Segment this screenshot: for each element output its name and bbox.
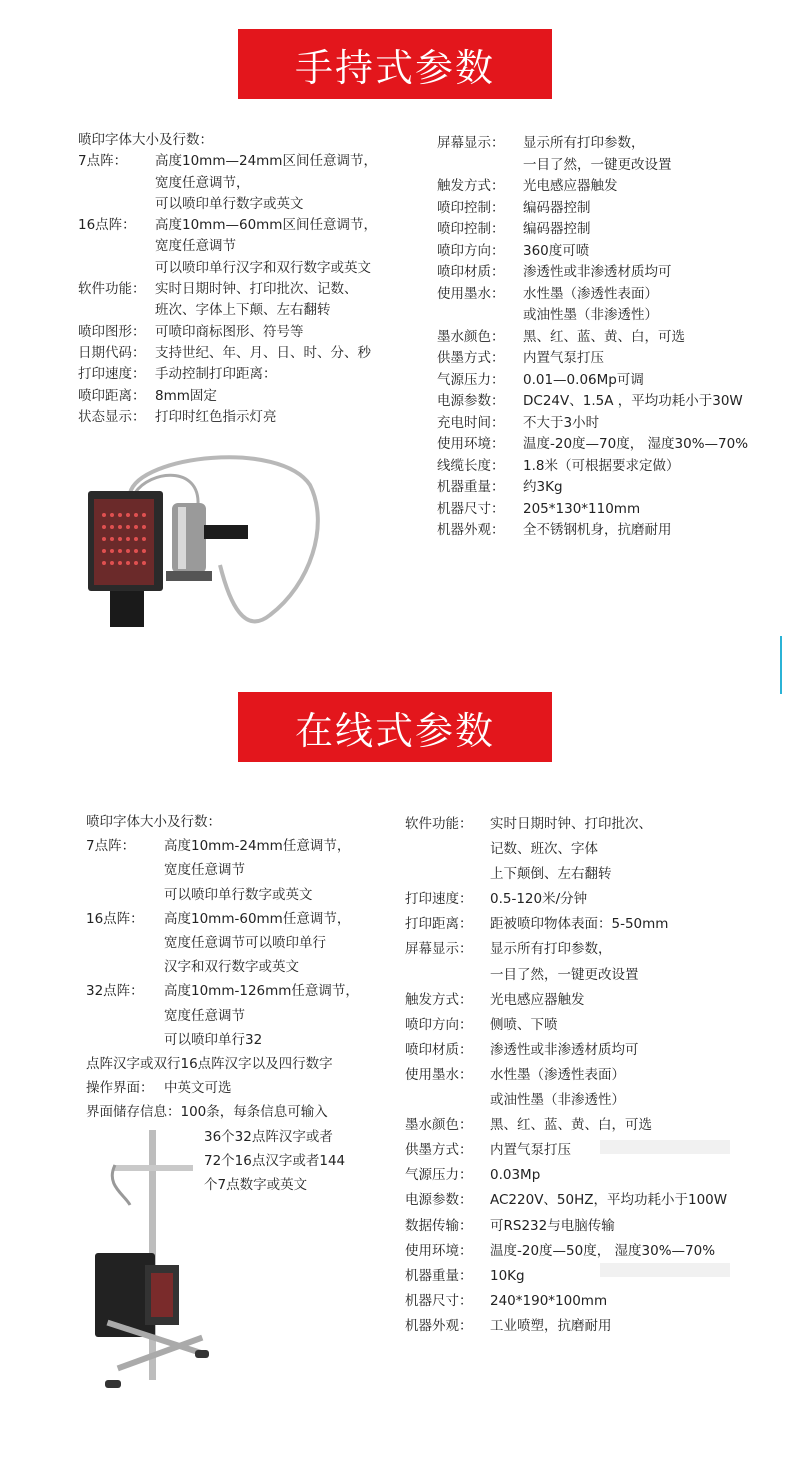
spec-row: [86, 1028, 359, 1052]
spec-indent: [86, 931, 164, 955]
spec-row: [437, 413, 748, 435]
spec-indent: [405, 963, 490, 988]
spec-row: [437, 499, 748, 521]
spec-label: 喷印控制：: [437, 199, 505, 216]
spec-indent: [86, 1028, 164, 1052]
spec-indent: [405, 837, 490, 862]
spec-value: 可以喷印单行汉字和双行数字或英文: [155, 259, 371, 276]
spec-value: 距被喷印物体表面：5-50mm: [490, 916, 669, 933]
spec-heading: 点阵汉字或双行16点阵汉字以及四行数字: [86, 1056, 333, 1073]
inline-title-banner: [238, 692, 552, 762]
spec-row: [405, 1088, 727, 1113]
spec-label: 电源参数：: [405, 1192, 473, 1209]
spec-row: [437, 434, 748, 456]
spec-row: [405, 1314, 727, 1339]
inline-title: 在线式参数: [294, 708, 495, 753]
spec-label: 软件功能：: [405, 816, 473, 832]
spec-label: 触发方式：: [405, 991, 473, 1008]
spec-row: [78, 236, 377, 257]
accent-line: [780, 636, 782, 694]
spec-row: [437, 284, 748, 306]
spec-row: [437, 520, 748, 542]
spec-label: 触发方式：: [437, 178, 505, 194]
spec-indent: [78, 300, 155, 321]
spec-label: 喷印材质：: [405, 1041, 473, 1058]
spec-row: [405, 937, 727, 962]
spec-value: 水性墨（渗透性表面）: [490, 1066, 625, 1083]
handheld-left-specs: [78, 130, 377, 428]
spec-row: [86, 979, 359, 1003]
spec-value: 光电感应器触发: [490, 991, 585, 1008]
spec-row: [405, 1113, 727, 1138]
spec-label: 喷印控制：: [437, 221, 505, 237]
spec-label: 喷印方向：: [437, 242, 505, 259]
spec-row: [86, 1004, 359, 1028]
spec-label: 使用墨水：: [405, 1066, 473, 1083]
spec-row: [405, 912, 727, 937]
spec-heading: 喷印字体大小及行数：: [78, 132, 213, 148]
spec-value: 实时日期时钟、打印批次、记数、: [155, 281, 358, 298]
spec-value: 36个32点阵汉字或者: [204, 1128, 333, 1145]
spec-indent: [405, 862, 490, 887]
spec-label: 16点阵：: [78, 217, 136, 234]
spec-label: 供墨方式：: [437, 350, 505, 366]
spec-value: 渗透性或非渗透材质均可: [490, 1041, 639, 1058]
spec-value: 宽度任意调节: [164, 862, 245, 879]
spec-row: [78, 364, 377, 385]
spec-row: [405, 1063, 727, 1088]
spec-row: [437, 370, 748, 392]
spec-value: 约3Kg: [523, 479, 563, 495]
spec-value: 高度10mm-24mm任意调节，: [164, 838, 351, 855]
spec-value: 100条，每条信息可输入: [180, 1104, 328, 1121]
spec-label: 气源压力：: [405, 1167, 473, 1184]
spec-value: 显示所有打印参数，: [490, 941, 612, 958]
spec-value: 宽度任意调节: [164, 1007, 245, 1024]
spec-value: 高度10mm-126mm任意调节，: [164, 983, 359, 1000]
spec-indent: [437, 155, 523, 177]
spec-indent: [86, 955, 164, 979]
spec-value: 240*190*100mm: [490, 1292, 608, 1309]
spec-label: 喷印距离：: [78, 387, 146, 404]
spec-value: 0.03Mp: [490, 1167, 541, 1184]
spec-row: [437, 241, 748, 263]
spec-value: 编码器控制: [523, 199, 591, 216]
spec-label: 7点阵：: [78, 153, 128, 170]
spec-row: [86, 1100, 359, 1124]
spec-row: [78, 322, 377, 343]
spec-row: [405, 963, 727, 988]
spec-value: 内置气泵打压: [490, 1142, 571, 1159]
spec-label: 机器外观：: [437, 522, 505, 538]
spec-row: [78, 386, 377, 407]
spec-label: 16点阵：: [86, 910, 144, 927]
spec-value: 0.01—0.06Mp可调: [523, 371, 644, 388]
spec-row: [86, 858, 359, 882]
spec-row: [78, 194, 377, 215]
background-stripe: [600, 1140, 730, 1154]
spec-value: 全不锈钢机身，抗磨耐用: [523, 522, 672, 538]
spec-label: 墨水颜色：: [405, 1117, 473, 1134]
spec-row: [86, 955, 359, 979]
inline-right-specs: [405, 812, 727, 1339]
spec-row: [78, 258, 377, 279]
spec-indent: [78, 258, 155, 279]
spec-row: [437, 391, 748, 413]
spec-row: [86, 834, 359, 858]
spec-value: 不大于3小时: [523, 414, 600, 431]
spec-label: 使用墨水：: [437, 285, 505, 302]
spec-value: AC220V、50HZ，平均功耗小于100W: [490, 1192, 728, 1209]
spec-row: [86, 931, 359, 955]
spec-value: 中英文可选: [164, 1080, 232, 1097]
spec-label: 使用环境：: [437, 436, 505, 452]
spec-row: [405, 1163, 727, 1188]
spec-row: [437, 155, 748, 177]
spec-value: 或油性墨（非渗透性）: [523, 307, 658, 323]
spec-label: 状态显示：: [78, 408, 146, 425]
handheld-title: 手持式参数: [294, 45, 495, 90]
spec-label: 打印速度：: [78, 366, 146, 383]
spec-value: 渗透性或非渗透材质均可: [523, 264, 672, 280]
spec-label: 日期代码：: [78, 344, 146, 361]
spec-value: 可以喷印单行数字或英文: [155, 195, 304, 212]
spec-label: 气源压力：: [437, 371, 505, 388]
spec-row: [437, 305, 748, 327]
spec-row: [405, 837, 727, 862]
spec-value: 360度可喷: [523, 242, 590, 259]
spec-indent: [78, 173, 155, 194]
spec-value: 记数、班次、字体: [490, 841, 598, 858]
spec-value: 10Kg: [490, 1267, 525, 1284]
spec-indent: [86, 883, 164, 907]
spec-indent: [86, 1004, 164, 1028]
spec-row: [78, 407, 377, 428]
spec-row: [78, 279, 377, 300]
spec-value: 或油性墨（非渗透性）: [490, 1092, 625, 1109]
inline-printer-image: [85, 1125, 225, 1395]
spec-row: [78, 151, 377, 172]
spec-indent: [437, 305, 523, 327]
spec-value: 黑、红、蓝、黄、白，可选: [523, 328, 685, 345]
spec-value: 上下颠倒、左右翻转: [490, 866, 612, 883]
spec-label: 充电时间：: [437, 414, 505, 431]
spec-indent: [78, 194, 155, 215]
spec-row: [78, 300, 377, 321]
spec-label: 7点阵：: [86, 838, 136, 855]
spec-value: 0.5-120米/分钟: [490, 891, 588, 908]
spec-value: 高度10mm-60mm任意调节，: [164, 910, 351, 927]
spec-value: 可以喷印单行32: [164, 1031, 263, 1048]
spec-indent: [86, 858, 164, 882]
spec-value: 温度-20度—50度， 湿度30%—70%: [490, 1242, 716, 1259]
spec-value: 编码器控制: [523, 221, 591, 237]
handheld-title-banner: [238, 29, 552, 99]
spec-value: 高度10mm—24mm区间任意调节，: [155, 153, 377, 170]
handheld-printer-image: [80, 445, 330, 635]
spec-value: 1.8米（可根据要求定做）: [523, 457, 680, 474]
spec-label: 机器重量：: [437, 479, 505, 495]
spec-value: 支持世纪、年、月、日、时、分、秒: [155, 344, 371, 361]
spec-value: 光电感应器触发: [523, 178, 618, 194]
spec-row: [86, 1076, 359, 1100]
spec-value: 一目了然，一键更改设置: [490, 966, 639, 983]
spec-row: [405, 988, 727, 1013]
spec-value: 宽度任意调节: [155, 238, 236, 255]
spec-value: 手动控制打印距离：: [155, 366, 277, 383]
spec-label: 操作界面：: [86, 1080, 154, 1097]
spec-label: 界面储存信息：: [86, 1104, 181, 1121]
spec-label: 供墨方式：: [405, 1142, 473, 1159]
spec-row: [437, 133, 748, 155]
spec-label: 墨水颜色：: [437, 328, 505, 345]
spec-row: [437, 477, 748, 499]
spec-value: 72个16点汉字或者144: [204, 1152, 346, 1169]
spec-label: 使用环境：: [405, 1242, 473, 1259]
spec-label: 电源参数：: [437, 393, 505, 409]
spec-value: 高度10mm—60mm区间任意调节，: [155, 217, 377, 234]
spec-heading: 喷印字体大小及行数：: [86, 814, 221, 830]
spec-value: 一目了然，一键更改设置: [523, 156, 672, 173]
spec-label: 喷印方向：: [405, 1016, 473, 1033]
spec-row: [86, 907, 359, 931]
spec-row: [405, 812, 727, 837]
spec-label: 32点阵：: [86, 983, 144, 1000]
spec-value: 显示所有打印参数，: [523, 135, 645, 151]
spec-value: 宽度任意调节可以喷印单行: [164, 935, 326, 952]
handheld-right-specs: [437, 133, 748, 542]
spec-label: 机器重量：: [405, 1267, 473, 1284]
spec-value: 内置气泵打压: [523, 350, 604, 366]
spec-row: [78, 215, 377, 236]
spec-row: [437, 348, 748, 370]
spec-row: [78, 343, 377, 364]
spec-label: 屏幕显示：: [437, 135, 505, 151]
spec-indent: [78, 236, 155, 257]
spec-label: 线缆长度：: [437, 457, 505, 474]
background-stripe: [600, 1263, 730, 1277]
spec-label: 喷印材质：: [437, 264, 505, 280]
spec-value: 打印时红色指示灯亮: [155, 408, 277, 425]
spec-row: [437, 456, 748, 478]
spec-row: [405, 1188, 727, 1213]
spec-indent: [405, 1088, 490, 1113]
spec-value: 可喷印商标图形、符号等: [155, 323, 304, 340]
spec-row: [405, 1239, 727, 1264]
spec-label: 机器外观：: [405, 1317, 473, 1334]
spec-label: 机器尺寸：: [437, 500, 505, 517]
spec-value: 可以喷印单行数字或英文: [164, 886, 313, 903]
spec-value: 可RS232与电脑传输: [490, 1217, 615, 1234]
spec-row: [437, 198, 748, 220]
spec-value: 温度-20度—70度， 湿度30%—70%: [523, 436, 749, 452]
spec-value: 个7点数字或英文: [204, 1177, 308, 1194]
spec-value: DC24V、1.5A ，平均功耗小于30W: [523, 393, 743, 409]
spec-label: 机器尺寸：: [405, 1292, 473, 1309]
spec-label: 打印距离：: [405, 916, 473, 933]
spec-row: [437, 327, 748, 349]
spec-row: [405, 1013, 727, 1038]
spec-label: 软件功能：: [78, 281, 146, 298]
spec-label: 打印速度：: [405, 891, 473, 908]
spec-row: [405, 1038, 727, 1063]
spec-row: [437, 262, 748, 284]
spec-label: 喷印图形：: [78, 323, 146, 340]
spec-row: [78, 173, 377, 194]
spec-value: 侧喷、下喷: [490, 1016, 558, 1033]
spec-row: [437, 176, 748, 198]
spec-value: 黑、红、蓝、黄、白，可选: [490, 1117, 652, 1134]
spec-value: 8mm固定: [155, 387, 217, 404]
spec-row: [405, 1289, 727, 1314]
spec-value: 205*130*110mm: [523, 500, 641, 517]
spec-value: 宽度任意调节，: [155, 174, 250, 191]
spec-row: [437, 219, 748, 241]
spec-value: 班次、字体上下颠、左右翻转: [155, 302, 331, 319]
spec-row: [86, 883, 359, 907]
spec-row: [405, 887, 727, 912]
spec-value: 实时日期时钟、打印批次、: [490, 816, 652, 832]
spec-row: [405, 862, 727, 887]
spec-label: 数据传输：: [405, 1217, 473, 1234]
spec-value: 汉字和双行数字或英文: [164, 959, 299, 976]
spec-row: [405, 1214, 727, 1239]
spec-label: 屏幕显示：: [405, 941, 473, 958]
spec-value: 工业喷塑，抗磨耐用: [490, 1317, 612, 1334]
spec-value: 水性墨（渗透性表面）: [523, 285, 658, 302]
